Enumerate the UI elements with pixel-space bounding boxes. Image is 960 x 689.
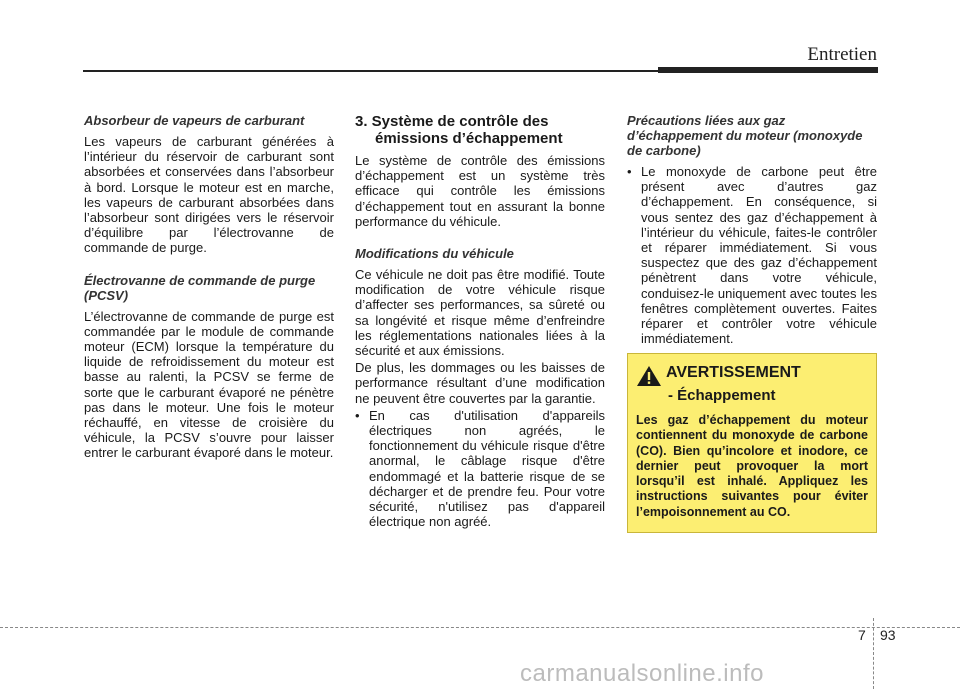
paragraph-warranty: De plus, les dommages ou les baisses de performance résultant d’une modification ne peuvent être couvertes par la garantie. <box>355 360 605 406</box>
bullet-text-carbon-monoxide: Le monoxyde de carbone peut être présent avec d’autres gaz d’échappement. En conséquence, si vous sentez des gaz d’échappement à l’intérieur du véhicule, faites-le contrôler et réparer immédiatement. Si vous suspectez que des gaz d’échappement pénètrent dans votre véhicule, conduisez-le uniquement avec toutes les fenêtres complètement ouvertes. Faites réparer et contrôler votre véhicule immédiatement. <box>641 164 877 347</box>
warning-triangle-icon <box>636 365 662 387</box>
list-item-carbon-monoxide <box>627 164 877 346</box>
subheading-vehicle-modifications: Modifications du véhicule <box>355 246 514 262</box>
footer-page-divider <box>873 618 874 689</box>
page-number: 93 <box>880 627 896 643</box>
subheading-exhaust-precautions: Précautions liées aux gaz d’échappement du moteur (monoxyde de carbone) <box>627 113 863 158</box>
footer-dashed-rule <box>0 627 960 628</box>
watermark-text: carmanualsonline.info <box>520 660 764 687</box>
bullet-text-electrical-devices: En cas d'utilisation d'appareils électriques non agréés, le fonctionnement du véhicule risque d'être anormal, le câblage risque d'être endommagé et la batterie risque de se décharger et de prendre feu. Pour votre sécurité, n'utilisez pas d'appareil électrique non agréé. <box>369 407 605 530</box>
paragraph-pcsv: L’électrovanne de commande de purge est commandée par le module de commande moteur (ECM) lorsque la température du liquide de refroidissement du moteur est basse au ralenti, la PCSV se ferme de sorte que le carburant évaporé ne pénètre pas dans le moteur. Une fois le moteur réchauffé, en vitesse de croisière du véhicule, la PCSV s’ouvre pour laisser entrer le carburant évaporé dans le moteur. <box>84 308 334 461</box>
page-header-title: Entretien <box>807 44 877 65</box>
paragraph-fuel-vapor: Les vapeurs de carburant générées à l’intérieur du réservoir de carburant sont absorbées et conservées dans l’absorbeur à bord. Lorsque le moteur est en marche, les vapeurs de carburant absorbées dans l’absorbeur sont dirigées vers le réservoir d’équilibre par l’électrovanne de commande de purge. <box>84 134 334 256</box>
warning-box <box>627 353 877 533</box>
column-right <box>627 113 877 346</box>
column-middle <box>355 113 605 529</box>
chapter-number: 7 <box>858 627 866 643</box>
subheading-fuel-vapor-absorber: Absorbeur de vapeurs de carburant <box>84 113 305 128</box>
section-title-emission-control: 3. Système de contrôle des émissions d’échappement <box>355 113 563 147</box>
bullet-marker: • <box>627 164 632 179</box>
list-item-electrical-devices <box>355 408 605 530</box>
warning-title: AVERTISSEMENT <box>666 364 801 381</box>
header-rule-thin <box>83 70 663 72</box>
warning-header <box>636 364 868 387</box>
warning-subtitle: - Échappement <box>668 387 776 404</box>
paragraph-emission-system: Le système de contrôle des émissions d’échappement est un système très efficace qui contrôle les émissions d’échappement tout en assurant la bonne performance du véhicule. <box>355 153 605 229</box>
column-left <box>84 113 334 461</box>
subheading-pcsv: Électrovanne de commande de purge (PCSV) <box>84 272 316 303</box>
paragraph-no-modification: Ce véhicule ne doit pas être modifié. Toute modification de votre véhicule risque d’affecter ses performances, sa sûreté ou sa longévité et risque même d’enfreindre les réglementations nationales liées à la sécurité et aux émissions. <box>355 267 605 359</box>
header-rule-thick <box>658 67 878 73</box>
warning-body: Les gaz d’échappement du moteur contiennent du monoxyde de carbone (CO). Bien qu’incolore et inodore, ce dernier peut provoquer la mort lorsqu’il est inhalé. Appliquez les instructions suivantes pour éviter l’empoisonnement au CO. <box>636 413 868 519</box>
bullet-marker: • <box>355 407 360 423</box>
